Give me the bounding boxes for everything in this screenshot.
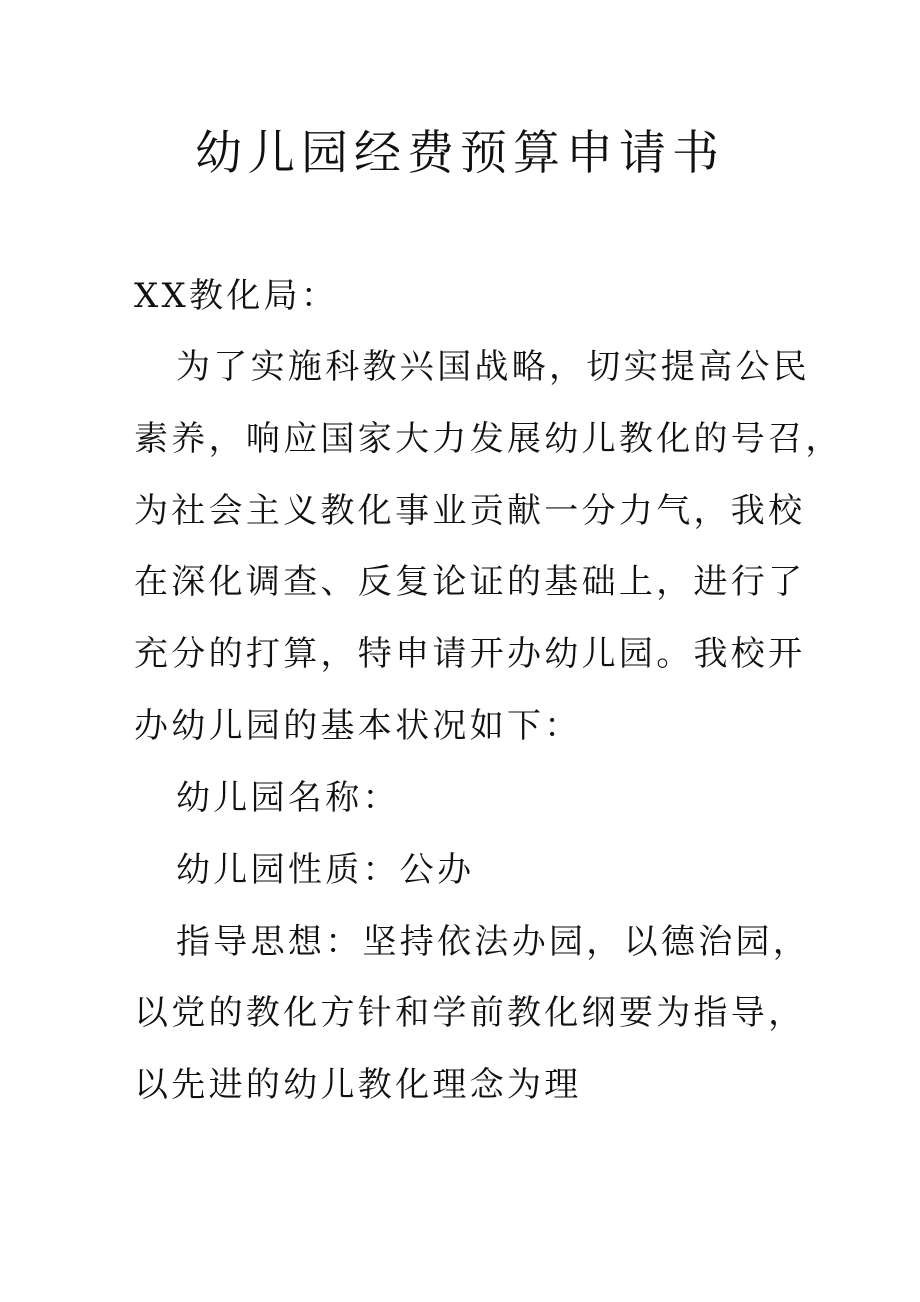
salutation: XX教化局： bbox=[134, 276, 339, 316]
kindergarten-nature-line: 幼儿园性质：公办 bbox=[176, 850, 475, 890]
kindergarten-name-line: 幼儿园名称： bbox=[176, 778, 400, 818]
paragraph-line: 在深化调查、反复论证的基础上，进行了 bbox=[134, 562, 806, 602]
paragraph-line: 充分的打算，特申请开办幼儿园。我校开 bbox=[134, 634, 806, 674]
paragraph-line: 办幼儿园的基本状况如下： bbox=[134, 706, 582, 746]
paragraph-line: 以党的教化方针和学前教化纲要为指导， bbox=[134, 993, 806, 1033]
paragraph-line: 以先进的幼儿教化理念为理 bbox=[134, 1065, 582, 1105]
guiding-ideology-line: 指导思想：坚持依法办园，以德治园， bbox=[176, 922, 811, 962]
document-title: 幼儿园经费预算申请书 bbox=[195, 126, 725, 181]
paragraph-line: 为了实施科教兴国战略，切实提高公民 bbox=[176, 347, 811, 387]
paragraph-line: 素养，响应国家大力发展幼儿教化的号召， bbox=[134, 419, 843, 459]
paragraph-line: 为社会主义教化事业贡献一分力气，我校 bbox=[134, 491, 806, 531]
